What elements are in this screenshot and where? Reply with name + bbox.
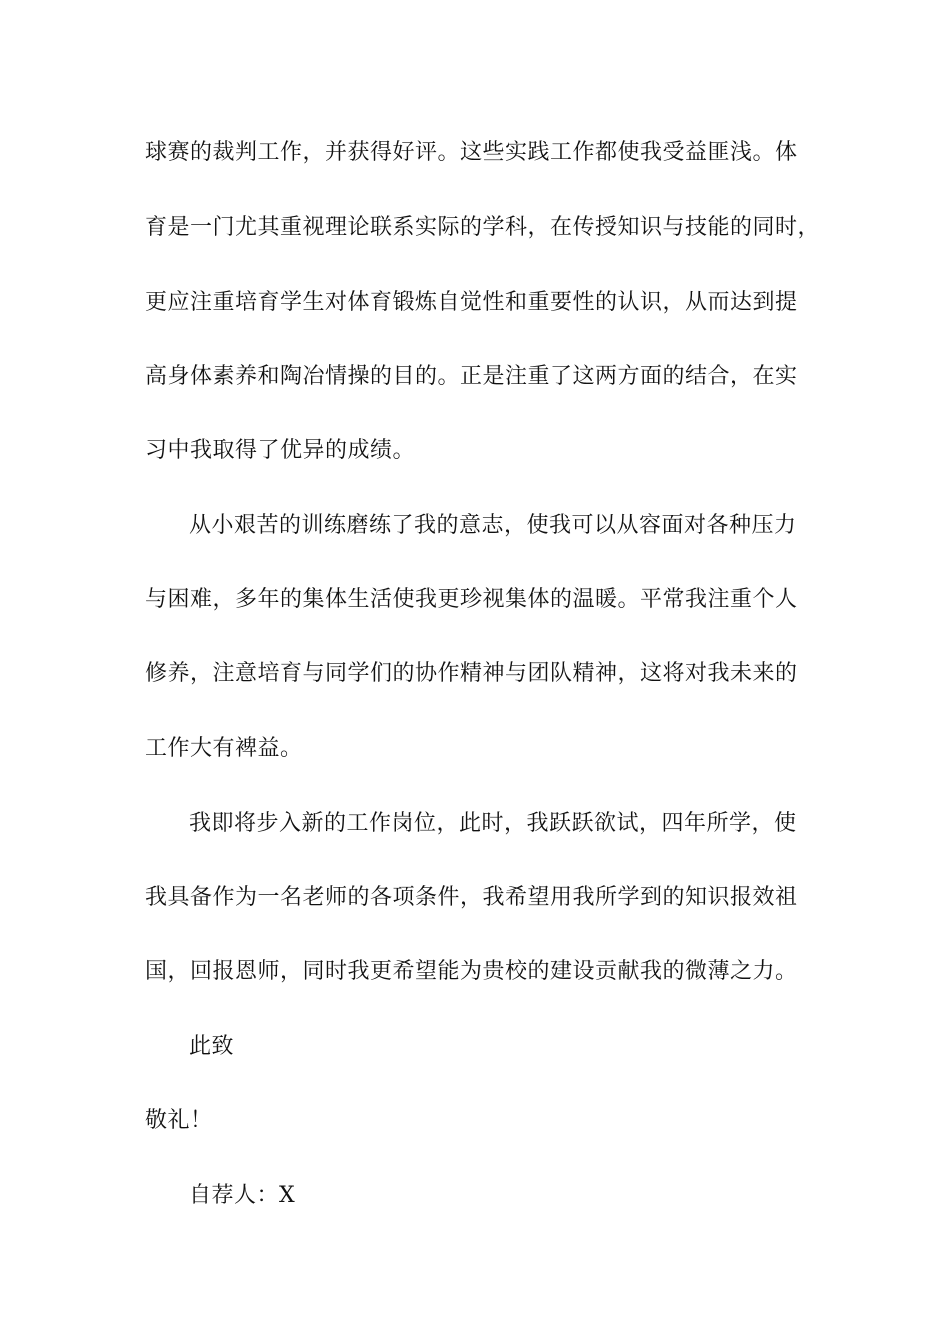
paragraph-2-line-4: 工作大有裨益。: [145, 736, 303, 761]
signature-text: 自荐人：X: [189, 1183, 296, 1208]
paragraph-3-line-3: 国，回报恩师，同时我更希望能为贵校的建设贡献我的微薄之力。: [145, 959, 798, 984]
paragraph-1-line-4: 高身体素养和陶冶情操的目的。正是注重了这两方面的结合，在实: [145, 364, 798, 389]
paragraph-2-line-3: 修养，注意培育与同学们的协作精神与团队精神，这将对我未来的: [145, 661, 798, 686]
paragraph-1-line-5: 习中我取得了优异的成绩。: [145, 438, 416, 463]
paragraph-2-line-2: 与困难，多年的集体生活使我更珍视集体的温暖。平常我注重个人: [145, 587, 798, 612]
salutation-text: 敬礼！: [145, 1108, 213, 1133]
paragraph-1-line-3: 更应注重培育学生对体育锻炼自觉性和重要性的认识，从而达到提: [145, 290, 798, 315]
paragraph-3-line-1: 我即将步入新的工作岗位，此时，我跃跃欲试，四年所学，使: [189, 811, 797, 836]
paragraph-1-line-1: 球赛的裁判工作，并获得好评。这些实践工作都使我受益匪浅。体: [145, 140, 798, 165]
paragraph-3-line-2: 我具备作为一名老师的各项条件，我希望用我所学到的知识报效祖: [145, 885, 798, 910]
paragraph-2-line-1: 从小艰苦的训练磨练了我的意志，使我可以从容面对各种压力: [189, 513, 797, 538]
paragraph-1-line-2: 育是一门尤其重视理论联系实际的学科，在传授知识与技能的同时，: [145, 215, 821, 240]
closing-text: 此致: [189, 1034, 235, 1059]
